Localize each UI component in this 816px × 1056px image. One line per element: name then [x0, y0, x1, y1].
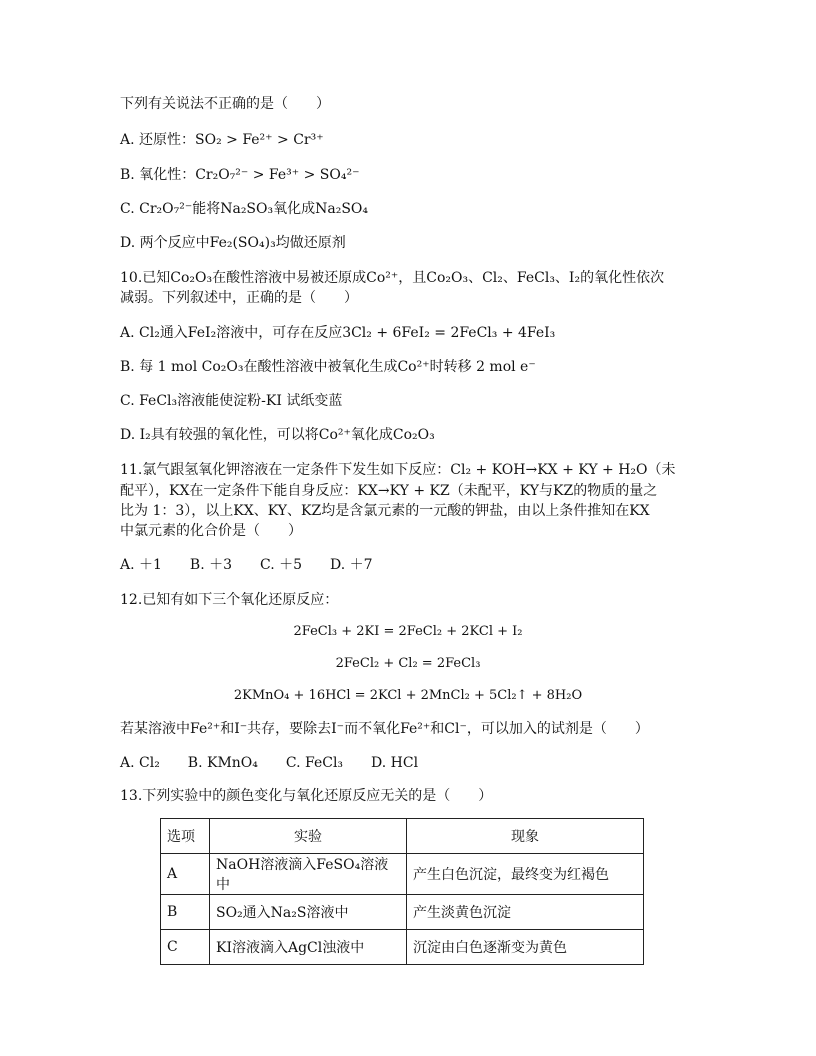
q13-stem: 13.下列实验中的颜色变化与氧化还原反应无关的是（ ） [120, 788, 493, 804]
q13-table [160, 818, 644, 965]
table-cell: B [161, 895, 210, 930]
table-cell: 产生白色沉淀，最终变为红褐色 [407, 854, 644, 895]
table-header-cell: 现象 [407, 819, 644, 854]
q11-stem-line-2: 配平），KX在一定条件下能自身反应：KX→KY + KZ（未配平，KY与KZ的物质的量之 [120, 483, 658, 499]
table-row [161, 854, 644, 895]
table-row [161, 930, 644, 965]
q11-stem-line-3: 比为 1：3），以上KX、KY、KZ均是含氯元素的一元酸的钾盐，由以上条件推知在KX [120, 503, 650, 519]
q12-equation-1: 2FeCl₃ + 2KI = 2FeCl₂ + 2KCl + I₂ [293, 624, 523, 639]
table-cell: 沉淀由白色逐渐变为黄色 [407, 930, 644, 965]
q12-options: A. Cl₂ B. KMnO₄ C. FeCl₃ D. HCl [120, 755, 419, 771]
q9-option-c: C. Cr₂O₇²⁻能将Na₂SO₃氧化成Na₂SO₄ [120, 201, 369, 217]
q9-option-a: A. 还原性：SO₂ > Fe²⁺ > Cr³⁺ [120, 132, 324, 148]
table-cell: C [161, 930, 210, 965]
q10-option-c: C. FeCl₃溶液能使淀粉-KI 试纸变蓝 [120, 393, 343, 409]
q11-stem-line-4: 中氯元素的化合价是（ ） [120, 523, 302, 539]
table-header-cell: 选项 [161, 819, 210, 854]
table-cell: NaOH溶液滴入FeSO₄溶液中 [210, 854, 407, 895]
table-row [161, 895, 644, 930]
q12-stem: 12.已知有如下三个氧化还原反应： [120, 592, 339, 608]
table-header-row [161, 819, 644, 854]
table-cell: A [161, 854, 210, 895]
q9-stem: 下列有关说法不正确的是（ ） [120, 96, 330, 112]
table-header-cell: 实验 [210, 819, 407, 854]
q12-equation-3: 2KMnO₄ + 16HCl = 2KCl + 2MnCl₂ + 5Cl₂↑ + 8H₂O [233, 688, 583, 703]
q12-question: 若某溶液中Fe²⁺和I⁻共存，要除去I⁻而不氧化Fe²⁺和Cl⁻，可以加入的试剂是（ ） [120, 721, 649, 737]
table-cell: 产生淡黄色沉淀 [407, 895, 644, 930]
q9-option-d: D. 两个反应中Fe₂(SO₄)₃均做还原剂 [120, 235, 346, 251]
table-cell: KI溶液滴入AgCl浊液中 [210, 930, 407, 965]
table-cell: SO₂通入Na₂S溶液中 [210, 895, 407, 930]
q9-option-b: B. 氧化性：Cr₂O₇²⁻ > Fe³⁺ > SO₄²⁻ [120, 167, 360, 183]
q11-stem-line-1: 11.氯气跟氢氧化钾溶液在一定条件下发生如下反应：Cl₂ + KOH→KX + KY + H₂O（未 [120, 462, 676, 478]
q11-options: A. ＋1 B. ＋3 C. ＋5 D. ＋7 [120, 557, 373, 573]
q10-option-a: A. Cl₂通入FeI₂溶液中，可存在反应3Cl₂ + 6FeI₂ = 2FeCl₃ + 4FeI₃ [120, 325, 556, 341]
q10-stem-line-2: 减弱。下列叙述中，正确的是（ ） [120, 290, 358, 306]
q12-equation-2: 2FeCl₂ + Cl₂ = 2FeCl₃ [335, 656, 481, 671]
q10-option-d: D. I₂具有较强的氧化性，可以将Co²⁺氧化成Co₂O₃ [120, 427, 435, 443]
q10-option-b: B. 每 1 mol Co₂O₃在酸性溶液中被氧化生成Co²⁺时转移 2 mol e⁻ [120, 359, 536, 375]
q10-stem-line-1: 10.已知Co₂O₃在酸性溶液中易被还原成Co²⁺，且Co₂O₃、Cl₂、FeCl₃、I₂的氧化性依次 [120, 270, 665, 286]
